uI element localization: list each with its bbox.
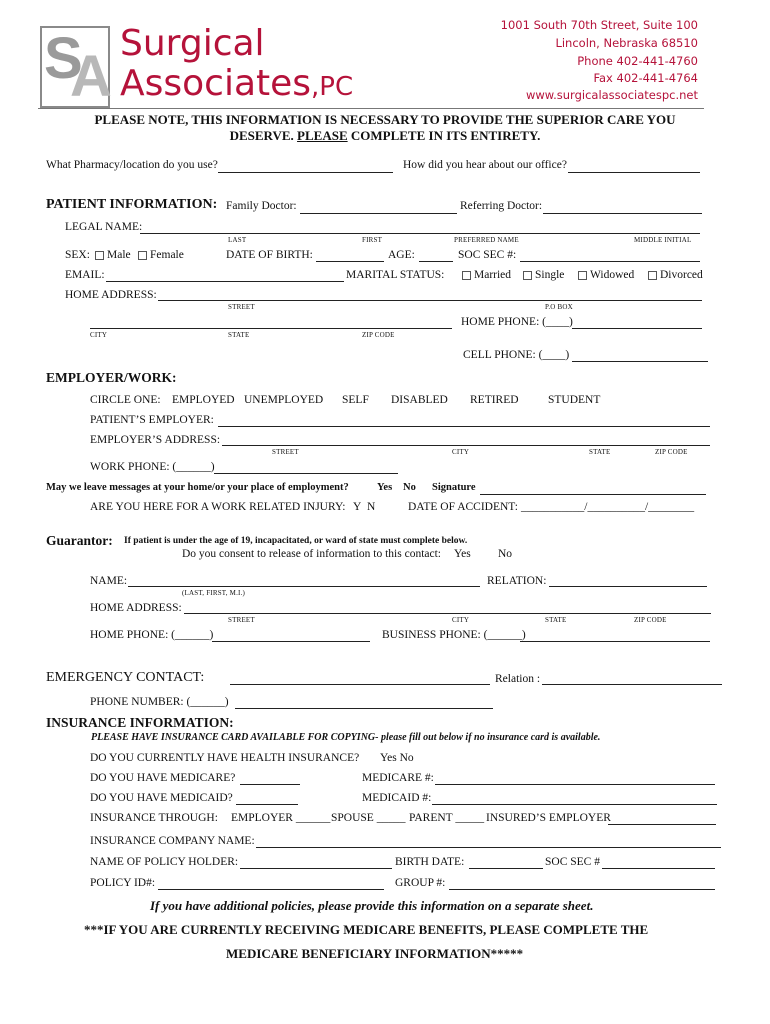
- marital-divorced-option[interactable]: [648, 269, 703, 281]
- work-phone-label: WORK PHONE: (______): [90, 461, 215, 473]
- sub-city: CITY: [452, 448, 470, 456]
- referral-source-label: How did you hear about our office?: [403, 159, 567, 171]
- header-divider: [38, 108, 704, 109]
- option-employed[interactable]: EMPLOYED: [172, 394, 235, 406]
- date-accident-field[interactable]: ___________/__________/________: [521, 501, 695, 513]
- health-insurance-question: DO YOU CURRENTLY HAVE HEALTH INSURANCE?: [90, 752, 360, 764]
- sub-zip: ZIP CODE: [655, 448, 688, 456]
- referring-doctor-field[interactable]: [543, 213, 702, 214]
- sub-pobox: P.O BOX: [545, 303, 573, 311]
- insurance-soc-label: SOC SEC #: [545, 856, 600, 868]
- work-injury-yes[interactable]: Y: [353, 501, 362, 513]
- consent-question: Do you consent to release of information to this contact:: [182, 548, 442, 560]
- dob-label: DATE OF BIRTH:: [226, 249, 313, 261]
- brand-associates: Associates: [120, 63, 312, 104]
- family-doctor-field[interactable]: [300, 213, 457, 214]
- checkbox-icon[interactable]: [578, 271, 587, 280]
- sub-city: CITY: [452, 616, 470, 624]
- consent-no[interactable]: No: [498, 548, 513, 560]
- sub-preferred: PREFERRED NAME: [454, 236, 519, 244]
- pharmacy-field[interactable]: [218, 172, 393, 173]
- logo-letter-s: S: [44, 26, 83, 91]
- medicare-notice-line1: ***IF YOU ARE CURRENTLY RECEIVING MEDICARE BENEFITS, PLEASE COMPLETE THE: [84, 922, 649, 937]
- policy-holder-field[interactable]: [240, 868, 392, 869]
- insured-employer-field[interactable]: [608, 824, 716, 825]
- insurance-soc-field[interactable]: [602, 868, 715, 869]
- guarantor-business-phone-field[interactable]: [520, 641, 710, 642]
- medicaid-number-field[interactable]: [432, 804, 717, 805]
- sub-name: (LAST, FIRST, M.I.): [182, 589, 246, 597]
- policy-holder-label: NAME OF POLICY HOLDER:: [90, 856, 239, 868]
- guarantor-relation-label: RELATION:: [487, 575, 547, 587]
- policy-id-label: POLICY ID#:: [90, 877, 156, 889]
- brand-line1: Surgical: [120, 23, 265, 64]
- insurance-heading: INSURANCE INFORMATION:: [46, 715, 234, 730]
- female-label: Female: [150, 249, 184, 261]
- option-student[interactable]: STUDENT: [548, 394, 601, 406]
- emergency-contact-field[interactable]: [230, 684, 490, 685]
- dob-field[interactable]: [316, 261, 384, 262]
- home-phone-label: HOME PHONE: (____): [461, 316, 573, 328]
- emergency-phone-label: PHONE NUMBER: (______): [90, 696, 229, 708]
- home-address-field[interactable]: [158, 300, 702, 301]
- guarantor-address-field[interactable]: [184, 613, 711, 614]
- medicaid-question: DO YOU HAVE MEDICAID?: [90, 792, 233, 804]
- signature-label: Signature: [432, 482, 476, 493]
- phone-line: Phone 402-441-4760: [577, 54, 698, 68]
- insurance-company-label: INSURANCE COMPANY NAME:: [90, 835, 255, 847]
- notice-line2: [40, 128, 730, 144]
- checkbox-icon[interactable]: [95, 251, 104, 260]
- signature-field[interactable]: [480, 494, 706, 495]
- emergency-relation-label: Relation :: [495, 673, 541, 685]
- guarantor-note: If patient is under the age of 19, incapacitated, or ward of state must complete below.: [124, 536, 468, 546]
- work-phone-field[interactable]: [214, 473, 398, 474]
- logo-letter-a: A: [70, 44, 112, 109]
- checkbox-icon[interactable]: [648, 271, 657, 280]
- referring-doctor-label: Referring Doctor:: [460, 200, 543, 212]
- employers-address-label: EMPLOYER’S ADDRESS:: [90, 434, 221, 446]
- additional-policies-note: If you have additional policies, please provide this information on a separate sheet.: [150, 898, 594, 913]
- work-injury-label: ARE YOU HERE FOR A WORK RELATED INJURY:: [90, 501, 346, 513]
- address-line2: Lincoln, Nebraska 68510: [555, 36, 698, 50]
- guarantor-home-phone-field[interactable]: [212, 641, 370, 642]
- option-self[interactable]: SELF: [342, 394, 369, 406]
- marital-single-option[interactable]: [523, 269, 564, 281]
- sub-first: FIRST: [362, 236, 383, 244]
- home-phone-field[interactable]: [572, 328, 702, 329]
- medicare-question: DO YOU HAVE MEDICARE?: [90, 772, 236, 784]
- brand-line2: [120, 64, 353, 107]
- website-link[interactable]: www.surgicalassociatespc.net: [525, 88, 698, 102]
- sub-state: STATE: [228, 331, 250, 339]
- guarantor-name-field[interactable]: [128, 586, 480, 587]
- medicaid-answer-field[interactable]: [236, 804, 298, 805]
- patients-employer-field[interactable]: [218, 426, 710, 427]
- family-doctor-label: Family Doctor:: [226, 200, 297, 212]
- notice-complete: COMPLETE IN ITS ENTIRETY.: [350, 128, 541, 143]
- age-label: AGE:: [388, 249, 415, 261]
- referral-source-field[interactable]: [568, 172, 700, 173]
- notice-please: PLEASE: [297, 128, 348, 143]
- emergency-relation-field[interactable]: [542, 684, 722, 685]
- soc-sec-label: SOC SEC #:: [458, 249, 517, 261]
- insurance-through-label: INSURANCE THROUGH:: [90, 812, 218, 824]
- group-field[interactable]: [449, 889, 715, 890]
- patient-info-heading: PATIENT INFORMATION:: [46, 197, 218, 212]
- sub-city: CITY: [90, 331, 108, 339]
- through-parent-option[interactable]: PARENT _____: [409, 812, 485, 824]
- group-label: GROUP #:: [395, 877, 446, 889]
- guarantor-relation-field[interactable]: [549, 586, 707, 587]
- guarantor-heading: Guarantor:: [46, 533, 113, 548]
- sub-state: STATE: [589, 448, 611, 456]
- sex-female-option[interactable]: [138, 249, 184, 261]
- health-insurance-yes-no[interactable]: Yes No: [380, 752, 414, 764]
- medicare-number-label: MEDICARE #:: [362, 772, 434, 784]
- policy-id-field[interactable]: [158, 889, 384, 890]
- pharmacy-label: What Pharmacy/location do you use?: [46, 159, 218, 171]
- insurance-note: PLEASE HAVE INSURANCE CARD AVAILABLE FOR COPYING- please fill out below if no insurance card is available.: [91, 732, 601, 743]
- marital-widowed-option[interactable]: [578, 269, 634, 281]
- option-unemployed[interactable]: UNEMPLOYED: [244, 394, 324, 406]
- guarantor-address-label: HOME ADDRESS:: [90, 602, 182, 614]
- work-injury-no[interactable]: N: [367, 501, 376, 513]
- sub-middle: MIDDLE INITIAL: [634, 236, 692, 244]
- sex-male-option[interactable]: [95, 249, 131, 261]
- sex-label: SEX:: [65, 249, 90, 261]
- option-retired[interactable]: RETIRED: [470, 394, 519, 406]
- age-field[interactable]: [419, 261, 453, 262]
- email-field[interactable]: [106, 281, 344, 282]
- cell-phone-label: CELL PHONE: (____): [463, 349, 570, 361]
- checkbox-icon[interactable]: [462, 271, 471, 280]
- guarantor-name-label: NAME:: [90, 575, 128, 587]
- emergency-heading: EMERGENCY CONTACT:: [46, 670, 205, 685]
- sub-street: STREET: [228, 616, 255, 624]
- sub-zip: ZIP CODE: [362, 331, 395, 339]
- messages-no[interactable]: No: [403, 482, 416, 493]
- through-insured-employer-label: INSURED’S EMPLOYER: [486, 812, 611, 824]
- medicare-answer-field[interactable]: [240, 784, 300, 785]
- messages-yes[interactable]: Yes: [377, 482, 393, 493]
- checkbox-icon[interactable]: [138, 251, 147, 260]
- employers-address-field[interactable]: [222, 445, 710, 446]
- email-label: EMAIL:: [65, 269, 105, 281]
- medicaid-number-label: MEDICAID #:: [362, 792, 432, 804]
- sub-street: STREET: [272, 448, 299, 456]
- employer-heading: EMPLOYER/WORK:: [46, 370, 177, 385]
- notice-line1: PLEASE NOTE, THIS INFORMATION IS NECESSARY TO PROVIDE THE SUPERIOR CARE YOU: [94, 112, 676, 127]
- male-label: Male: [107, 249, 131, 261]
- emergency-phone-field[interactable]: [235, 708, 493, 709]
- notice-deserve: DESERVE.: [229, 128, 294, 143]
- address-line1: 1001 South 70th Street, Suite 100: [500, 18, 698, 32]
- single-label: Single: [535, 269, 565, 281]
- date-accident-label: DATE OF ACCIDENT:: [408, 501, 518, 513]
- brand-suffix: ,PC: [311, 72, 354, 102]
- consent-yes[interactable]: Yes: [454, 548, 471, 560]
- option-disabled[interactable]: DISABLED: [391, 394, 448, 406]
- widowed-label: Widowed: [590, 269, 635, 281]
- patients-employer-label: PATIENT’S EMPLOYER:: [90, 414, 214, 426]
- logo-mark: [40, 26, 110, 108]
- sub-state: STATE: [545, 616, 567, 624]
- fax-line: Fax 402-441-4764: [593, 71, 698, 85]
- guarantor-business-phone-label: BUSINESS PHONE: (______): [382, 629, 526, 641]
- circle-one-label: CIRCLE ONE:: [90, 394, 161, 406]
- legal-name-field[interactable]: [140, 233, 700, 234]
- cell-phone-field[interactable]: [572, 361, 708, 362]
- sub-street: STREET: [228, 303, 255, 311]
- checkbox-icon[interactable]: [523, 271, 532, 280]
- guarantor-home-phone-label: HOME PHONE: (______): [90, 629, 214, 641]
- married-label: Married: [474, 269, 512, 281]
- home-address-label: HOME ADDRESS:: [65, 289, 157, 301]
- sub-last: LAST: [228, 236, 247, 244]
- marital-married-option[interactable]: [462, 269, 511, 281]
- soc-sec-field[interactable]: [520, 261, 700, 262]
- through-spouse-option[interactable]: SPOUSE _____: [331, 812, 406, 824]
- medicare-number-field[interactable]: [435, 784, 715, 785]
- legal-name-label: LEGAL NAME:: [65, 221, 143, 233]
- sub-zip: ZIP CODE: [634, 616, 667, 624]
- city-state-zip-field[interactable]: [90, 328, 452, 329]
- messages-question: May we leave messages at your home/or your place of employment?: [46, 482, 349, 493]
- marital-status-label: MARITAL STATUS:: [346, 269, 445, 281]
- medicare-notice-line2: MEDICARE BENEFICIARY INFORMATION*****: [226, 946, 524, 961]
- divorced-label: Divorced: [660, 269, 703, 281]
- birth-date-label: BIRTH DATE:: [395, 856, 465, 868]
- insurance-company-field[interactable]: [256, 847, 721, 848]
- through-employer-option[interactable]: EMPLOYER ______: [231, 812, 331, 824]
- birth-date-field[interactable]: [469, 868, 543, 869]
